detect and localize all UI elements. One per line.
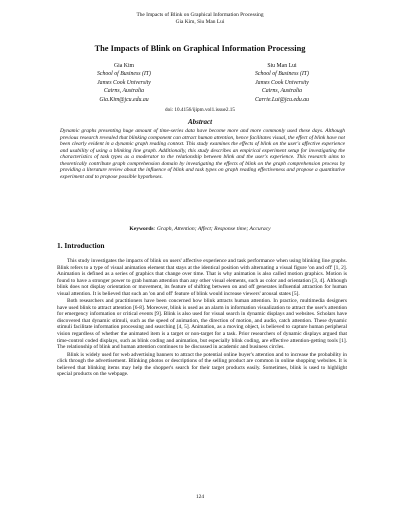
author-2 (212, 62, 352, 104)
keywords-label: Keywords (129, 226, 154, 232)
section-body (57, 258, 347, 379)
author-email: Carrie.Lui@jcu.edu.au (254, 96, 310, 103)
paper-title: The Impacts of Blink on Graphical Information Processing (94, 44, 306, 53)
author-city: Cairns, Australia (103, 88, 145, 95)
paragraph: Blink is widely used for web advertising banners to attract the potential online buyer's attention and to increase the probability in click through the advertisement. Blinking photos or descriptions of the selling product are common in online shopping websites. It is believed that blinking items may help the shopper's search for their target products easily. Sometimes, blink is used to highlight special products on the webpage. (57, 351, 347, 378)
running-head-title: The Impacts of Blink on Graphical Information Processing (136, 12, 264, 18)
doi: doi: 10.4156/ijipm.vol1.issue2.15 (165, 107, 235, 113)
author-email: Gia.Kim@jcu.edu.au (99, 96, 149, 103)
author-name: Siu Man Lui (267, 63, 297, 69)
page-number: 124 (195, 494, 205, 500)
paragraph: Both researchers and practitioners have been concerned how blink attracts human attention. In practice, multimedia designers have used blink to attract attention [6-8]. Moreover, blink is used as an alarm in information visualization to attract the user's attention for emergency information or critical events [9]. Blink is also used for visual search in dynamic displays and websites. Scholars have discovered that dynamic stimuli, such as the speed of animation, the direction of motion, and audio, catch attention. These dynamic stimuli facilitate information processing and searching [4, 5]. Animation, as a moving object, is believed to capture human peripheral vision regardless of whether the animated item is a target or non-target for a task. Prior researchers of dynamic displays argued that time-control coded displays, such as blink coding and animation, but especially blink coding, are effective attention-getting tools [1]. The relationship of blink and human attention continues to be discussed in academic and business circles. (57, 298, 347, 351)
author-city: Cairns, Australia (261, 88, 303, 95)
running-head (0, 12, 400, 25)
keywords-value: : Graph, Attention; Affect; Response time; Accuracy (153, 226, 271, 232)
running-head-authors: Gia Kim, Siu Man Lui (175, 18, 225, 25)
abstract-heading: Abstract (187, 118, 213, 126)
section-heading: 1. Introduction (57, 241, 105, 250)
abstract-text: Dynamic graphs presenting huge amount of time-series data have become more and more commonly used these days. Although previous research revealed that blinking component can attract human attention, hence facilitates visual, the effect of blink have not been clearly evident in a dynamic graph reading context. This study examines the effects of blink on the user's affective experience and usability of using a blinking line graph. Additionally, this study describes an empirical experiment setup for investigating the characteristics of task types as a moderator to the relationship between blink and the user's experience. This research aims to theoretically contribute graph comprehension domain by investigating the effects of blink on the graph comprehension process by providing a literature review about the influence of blink and task types on graph reading effectiveness and propose a quantitative experiment and to propose possible hypotheses. (60, 128, 345, 180)
author-1 (54, 62, 194, 104)
author-name: Gia Kim (113, 63, 135, 69)
author-university: James Cook University (255, 79, 309, 86)
author-dept: School of Business (IT) (255, 71, 309, 78)
keywords (0, 226, 400, 232)
author-university: James Cook University (97, 79, 151, 86)
paragraph: This study investigates the impacts of blink on users' affective experience and task performance when using blinking line graphs. Blink refers to a type of visual animation element that stays at the identical position with alternating a visual figure 'on and off' [1, 2]. Animation is defined as a series of graphics that change over time. That is why animation is also called motion graphics. Motion is found to have a stronger power to grab human attention than any other visual elements, such as color and orientation [3, 4]. Although blink does not display orientation or movement, its feature of shifting between on and off generates influential attraction for human visual attention. It is believed that such an 'on and off' feature of blink would increase viewers' arousal states [5]. (57, 258, 347, 297)
author-dept: School of Business (IT) (97, 71, 151, 78)
